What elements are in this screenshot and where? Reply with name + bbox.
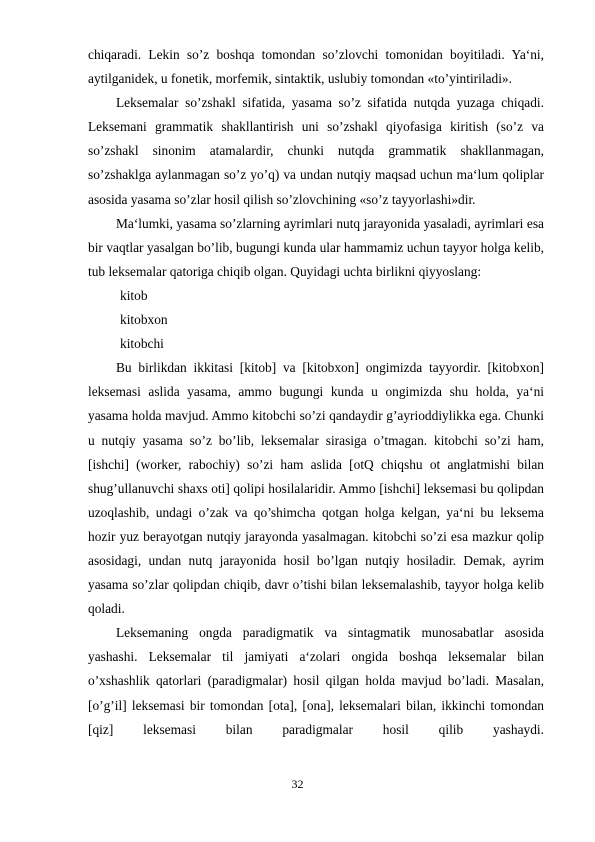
paragraph-birlik-tahlili: Bu birlikdan ikkitasi [kitob] va [kitobxon] ongimizda tayyordir. [kitobxon] leksemasi aslida yasama, ammo bugungi kunda u ongimizda shu holda, ya‘ni yasama holda mavjud. Ammo kitobchi so’zi qandaydir g’ayrioddiylikka ega. Chunki u nutqiy yasama so’z bo’lib, leksemalar sirasiga o’tmagan. kitobchi so’zi ham, [ishchi] (worker, rabochiy) so’zi ham aslida [otQ chiqshu ot anglatmishi bilan shug’ullanuvchi shaxs oti] qolipi hosilalaridir. Ammo [ishchi] leksemasi bu qolipdan uzoqlashib, undagi o’zak va qo’shimcha qotgan holga kelgan, ya‘ni bu leksema hozir yuz berayotgan nutqiy jarayonda yasalmagan. kitobchi so’zi esa mazkur qolip asosidagi, undan nutq jarayonida hosil bo’lgan nutqiy hosiladir. Demak, ayrim yasama so’zlar qolipdan chiqib, davr o’tishi bilan leksemalashib, tayyor holga kelib qoladi.	[88, 360, 544, 617]
document-page	[88, 43, 544, 742]
example-word-kitob: kitob	[120, 287, 148, 303]
paragraph-paradigmatik: Leksemaning ongda paradigmatik va sintagmatik munosabatlar asosida yashashi. Leksemalar til jamiyati a‘zolari ongida boshqa leksemalar bilan o’xshashlik qatorlari (paradigmalar) hosil qilgan holda mavjud bo’ladi. Masalan, [o’g’il] leksemasi bir tomondan [ota], [ona], leksemalari bilan, ikkinchi tomondan [qiz] leksemasi bilan paradigmalar hosil qilib yashaydi.	[88, 625, 544, 737]
example-word-kitobchi: kitobchi	[120, 336, 164, 352]
example-word-kitobxon: kitobxon	[120, 312, 168, 328]
paragraph-continuation: chiqaradi. Lekin so’z boshqa tomondan so’zlovchi tomonidan boyitiladi. Ya‘ni, aytilganidek, u fonetik, morfemik, sintaktik, uslubiy tomondan «to’yintiriladi».	[88, 47, 544, 87]
paragraph-leksema-nutqda: Leksemalar so’zshakl sifatida, yasama so’z sifatida nutqda yuzaga chiqadi. Leksemani grammatik shakllantirish uni so’zshakl qiyofasiga kiritish (so’z va so’zshakl sinonim atamalardir, chunki nutqda grammatik shakllanmagan, so’zshaklga aylanmagan so’z yo’q) va undan nutqiy maqsad uchun ma‘lum qoliplar asosida yasama so’zlar hosil qilish so’zlovchining «so’z tayyorlashi»dir.	[88, 95, 544, 207]
page-number: 32	[291, 777, 304, 791]
paragraph-yasama-sozlar: Ma‘lumki, yasama so’zlarning ayrimlari nutq jarayonida yasaladi, ayrimlari esa bir vaqtlar yasalgan bo’lib, bugungi kunda ular hammamiz uchun tayyor holga kelib, tub leksemalar qatoriga chiqib olgan. Quyidagi uchta birlikni qiyyoslang:	[88, 215, 544, 279]
